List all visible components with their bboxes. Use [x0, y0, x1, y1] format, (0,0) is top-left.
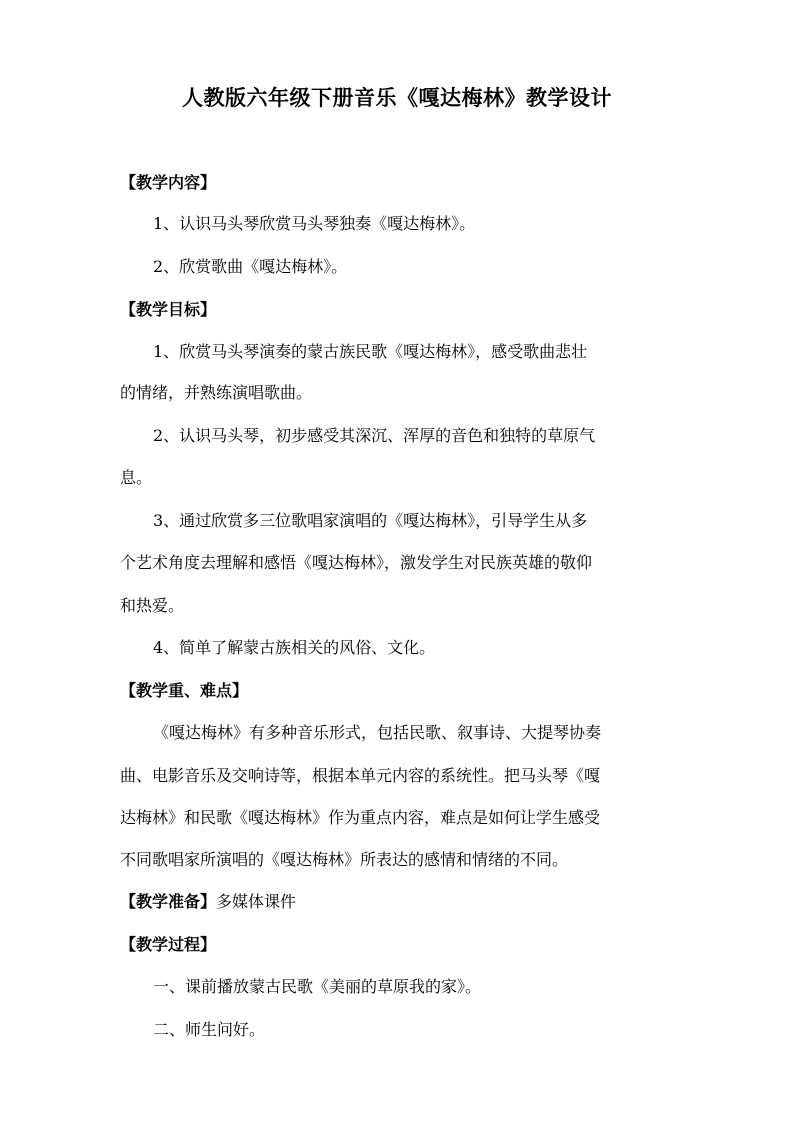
key-points-line-3: 达梅林》和民歌《嘎达梅林》作为重点内容，难点是如何让学生感受 [120, 808, 601, 827]
process-item-1: 一、课前播放蒙古民歌《美丽的草原我的家》。 [153, 977, 482, 996]
section-heading-key-points: 【教学重、难点】 [120, 681, 249, 700]
section-heading-content: 【教学内容】 [120, 173, 217, 192]
goal-3-line-2: 个艺术角度去理解和感悟《嘎达梅林》，激发学生对民族英雄的敬仰 [120, 553, 593, 572]
goal-4-line-1: 4、简单了解蒙古族相关的风俗、文化。 [153, 638, 436, 657]
section-heading-preparation: 【教学准备】 [120, 892, 217, 911]
goal-1-line-2: 的情绪，并熟练演唱歌曲。 [120, 383, 313, 402]
key-points-line-4: 不同歌唱家所演唱的《嘎达梅林》所表达的感情和情绪的不同。 [120, 850, 569, 869]
key-points-line-1: 《嘎达梅林》有多种音乐形式，包括民歌、叙事诗、大提琴协奏 [153, 723, 602, 742]
document-title: 人教版六年级下册音乐《嘎达梅林》教学设计 [182, 85, 612, 110]
section-heading-process: 【教学过程】 [120, 935, 217, 954]
process-item-2: 二、师生问好。 [153, 1020, 266, 1039]
content-item-1: 1、认识马头琴欣赏马头琴独奏《嘎达梅林》。 [153, 214, 476, 233]
key-points-line-2: 曲、电影音乐及交响诗等，根据本单元内容的系统性。把马头琴《嘎 [120, 766, 601, 785]
preparation-text: 多媒体课件 [216, 892, 297, 911]
preparation-line [120, 892, 680, 912]
goal-1-line-1: 1、欣赏马头琴演奏的蒙古族民歌《嘎达梅林》，感受歌曲悲壮 [153, 342, 588, 361]
section-heading-goals: 【教学目标】 [120, 300, 217, 319]
goal-2-line-1: 2、认识马头琴，初步感受其深沉、浑厚的音色和独特的草原气 [153, 426, 596, 445]
goal-3-line-1: 3、通过欣赏多三位歌唱家演唱的《嘎达梅林》，引导学生从多 [153, 511, 588, 530]
content-item-2: 2、欣赏歌曲《嘎达梅林》。 [153, 257, 348, 276]
goal-3-line-3: 和热爱。 [120, 596, 185, 615]
goal-2-line-2: 息。 [120, 468, 153, 487]
